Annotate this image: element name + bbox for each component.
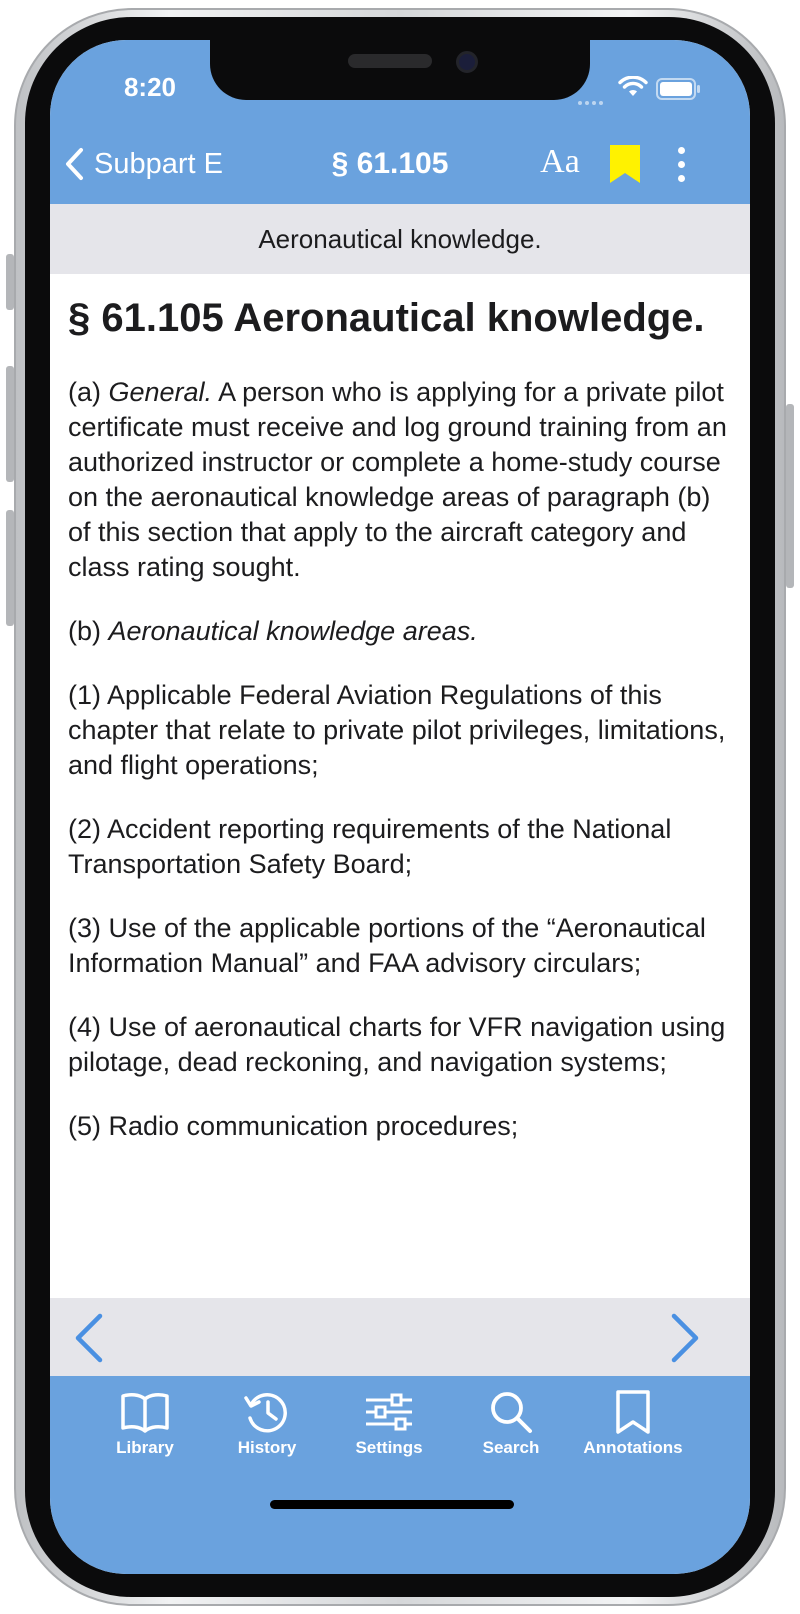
paragraph-b-prefix: (b)	[68, 616, 109, 646]
sliders-icon	[364, 1390, 414, 1434]
list-item: (2) Accident reporting requirements of the National Transportation Safety Board;	[68, 814, 672, 879]
list-item: (4) Use of aeronautical charts for VFR navigation using pilotage, dead reckoning, and navigation systems;	[68, 1012, 726, 1077]
paragraph-b-heading: Aeronautical knowledge areas.	[108, 616, 478, 646]
section-subtitle: Aeronautical knowledge.	[50, 204, 750, 274]
volume-down-button	[6, 510, 14, 626]
earpiece	[348, 54, 432, 68]
history-icon	[242, 1390, 292, 1434]
font-size-button[interactable]: Aa	[540, 143, 580, 180]
wifi-icon	[618, 76, 648, 98]
header	[50, 40, 750, 204]
paragraph-b	[68, 614, 732, 649]
list-item: (1) Applicable Federal Aviation Regulations of this chapter that relate to private pilot privileges, limitations, and flight operations;	[68, 680, 726, 780]
more-options-button[interactable]	[670, 144, 692, 184]
paragraph-a-text: A person who is applying for a private pilot certificate must receive and log ground training from an authorized instructor or complete a home-study course on the aeronautical knowledge areas of paragraph (b) of this section that apply to the aircraft category and class rating sought.	[68, 377, 727, 582]
regulation-content[interactable]	[50, 274, 750, 1298]
status-time: 8:20	[123, 72, 177, 102]
search-icon	[486, 1390, 536, 1434]
home-indicator[interactable]	[270, 1500, 514, 1509]
chevron-left-icon	[64, 147, 84, 181]
tab-bar	[50, 1376, 750, 1574]
tab-annotations-label: Annotations	[583, 1438, 683, 1457]
back-button[interactable]	[64, 144, 223, 184]
book-icon	[120, 1390, 170, 1434]
back-label: Subpart E	[94, 147, 223, 180]
page-title: § 61.105 Aeronautical knowledge.	[68, 296, 705, 340]
previous-section-button[interactable]	[72, 1312, 106, 1364]
tab-library-label: Library	[116, 1438, 174, 1457]
paragraph-a-heading: General.	[108, 377, 213, 407]
tab-library[interactable]	[84, 1390, 206, 1472]
paragraph-a-prefix: (a)	[68, 377, 109, 407]
mute-switch	[6, 254, 14, 310]
page-navigation-bar	[50, 1298, 750, 1376]
tab-search-label: Search	[482, 1438, 540, 1457]
volume-up-button	[6, 366, 14, 482]
next-section-button[interactable]	[668, 1312, 702, 1364]
tab-settings-label: Settings	[355, 1438, 423, 1457]
tab-history[interactable]	[206, 1390, 328, 1472]
bookmark-icon	[608, 1390, 658, 1434]
tab-history-label: History	[237, 1438, 297, 1457]
tab-search[interactable]	[450, 1390, 572, 1472]
cellular-signal-icon	[578, 92, 608, 98]
list-item: (3) Use of the applicable portions of the “Aeronautical Information Manual” and FAA advisory circulars;	[68, 913, 706, 978]
battery-icon	[656, 78, 702, 100]
screen	[50, 40, 750, 1574]
tab-settings[interactable]	[328, 1390, 450, 1472]
bookmark-flag-icon[interactable]	[608, 144, 642, 184]
front-camera	[456, 51, 478, 73]
nav-title: § 61.105	[331, 147, 449, 180]
tab-annotations[interactable]	[572, 1390, 694, 1472]
power-button	[786, 404, 794, 588]
paragraph-a	[68, 375, 732, 585]
notch	[210, 40, 590, 100]
list-item: (5) Radio communication procedures;	[68, 1111, 519, 1141]
